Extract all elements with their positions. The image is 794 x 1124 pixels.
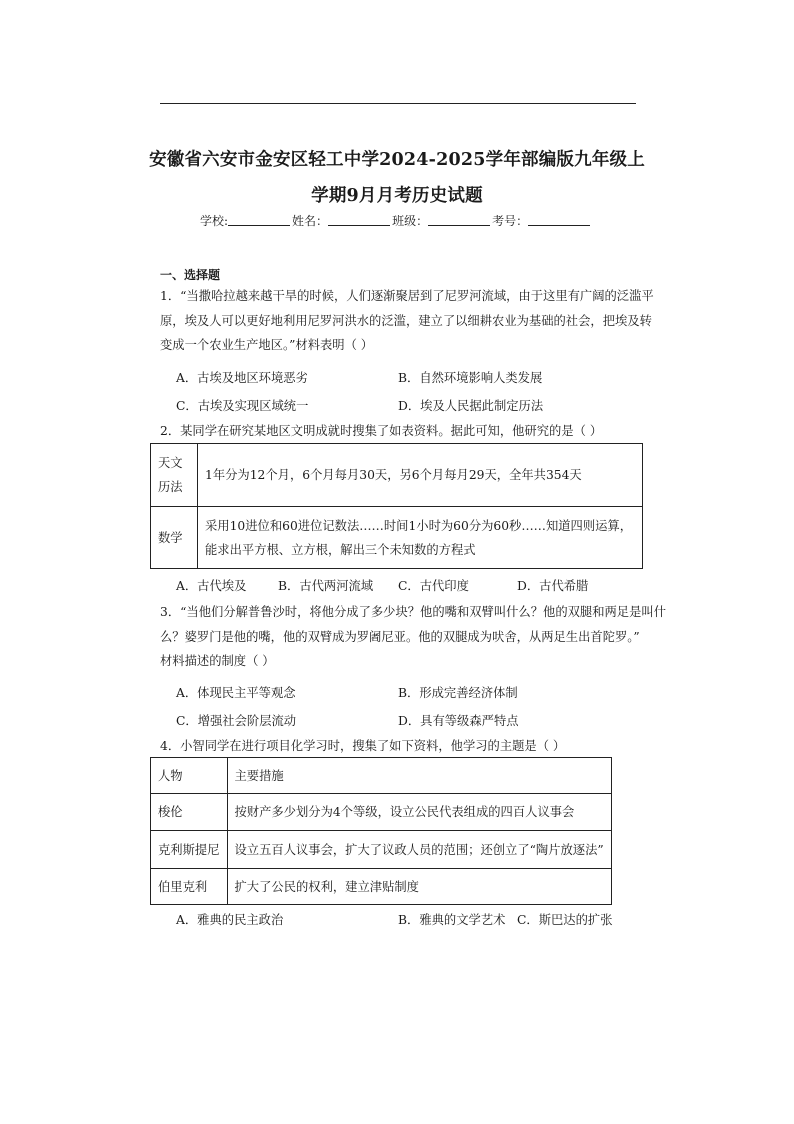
- question-4-option-a[interactable]: A．雅典的民主政治: [176, 913, 284, 927]
- question-2-option-c[interactable]: C．古代印度: [398, 579, 469, 593]
- table-cell-text: [198, 444, 643, 507]
- class-label: 班级：: [392, 214, 429, 228]
- question-3-line: 材料描述的制度（ ）: [160, 654, 275, 668]
- student-info-line: [200, 212, 592, 229]
- class-blank: [428, 214, 490, 226]
- question-1-option-b[interactable]: B．自然环境影响人类发展: [398, 371, 543, 385]
- table-cell-text: 按财产多少划分为4个等级，设立公民代表组成的四百人议事会: [227, 794, 611, 831]
- question-2-option-d[interactable]: D．古代希腊: [517, 579, 589, 593]
- table-cell-line: 1年分为12个月，6个月每月30天，另6个月每月29天，全年共354天: [205, 468, 582, 482]
- table-row: [151, 794, 612, 831]
- question-4-stem: 4．小智同学在进行项目化学习时，搜集了如下资料，他学习的主题是（ ）: [160, 739, 566, 753]
- table-row: [151, 869, 612, 905]
- exam-title-line2: 学期9月月考历史试题: [311, 186, 483, 206]
- table-header-row: [151, 758, 612, 794]
- question-3-option-a[interactable]: A．体现民主平等观念: [176, 686, 296, 700]
- question-3-option-c[interactable]: C．增强社会阶层流动: [176, 714, 297, 728]
- table-cell-line: 采用10进位和60进位记数法……时间1小时为60分为60秒……知道四则运算，: [205, 518, 633, 533]
- question-1-line: 变成一个农业生产地区。”材料表明（ ）: [160, 338, 374, 352]
- section-title: 一、选择题: [160, 268, 221, 282]
- table-row: [151, 444, 643, 507]
- table-cell-label: 天文历法: [151, 444, 198, 507]
- question-3-line: 么？婆罗门是他的嘴，他的双臂成为罗阇尼亚。他的双腿成为吠舍，从两足生出首陀罗。”: [160, 629, 640, 644]
- table-cell-line: 能求出平方根、立方根，解出三个未知数的方程式: [205, 542, 476, 557]
- question-3-option-b[interactable]: B．形成完善经济体制: [398, 686, 518, 700]
- table-cell-text: 设立五百人议事会，扩大了议政人员的范围；还创立了“陶片放逐法”: [227, 831, 611, 869]
- table-cell-text: [198, 507, 643, 569]
- exam-no-label: 考号：: [492, 214, 529, 228]
- exam-no-blank: [528, 214, 590, 226]
- name-blank: [328, 214, 390, 226]
- table-header-cell: 主要措施: [227, 758, 611, 794]
- question-4-option-b[interactable]: B．雅典的文学艺术: [398, 913, 506, 927]
- name-label: 姓名：: [292, 214, 329, 228]
- table-cell-text: 扩大了公民的权利，建立津贴制度: [227, 869, 611, 905]
- question-2-table: [150, 443, 643, 569]
- question-2-option-a[interactable]: A．古代埃及: [176, 579, 247, 593]
- table-header-cell: 人物: [151, 758, 228, 794]
- question-1-option-d[interactable]: D．埃及人民据此制定历法: [398, 399, 544, 413]
- question-3-line: 3．“当他们分解普鲁沙时，将他分成了多少块？他的嘴和双臂叫什么？他的双腿和两足是叫什: [160, 605, 666, 619]
- question-1-stem: [160, 284, 654, 358]
- table-cell-label: 梭伦: [151, 794, 228, 831]
- table-row: [151, 831, 612, 869]
- question-2-option-b[interactable]: B．古代两河流域: [278, 579, 374, 593]
- table-row: [151, 507, 643, 569]
- question-4-option-c[interactable]: C．斯巴达的扩张: [517, 913, 613, 927]
- header-rule: [160, 103, 636, 104]
- table-cell-label: 伯里克利: [151, 869, 228, 905]
- question-1-option-c[interactable]: C．古埃及实现区域统一: [176, 399, 309, 413]
- school-blank: [228, 214, 290, 226]
- table-cell-label: 数学: [151, 507, 198, 569]
- question-3-stem: [160, 600, 666, 674]
- table-cell-label: 克利斯提尼: [151, 831, 228, 869]
- question-1-line: 1．“当撒哈拉越来越干旱的时候，人们逐渐聚居到了尼罗河流域，由于这里有广阔的泛滥平: [160, 289, 654, 303]
- school-label: 学校:: [200, 214, 229, 228]
- question-4-table: [150, 757, 612, 905]
- question-2-stem: 2．某同学在研究某地区文明成就时搜集了如表资料。据此可知，他研究的是（ ）: [160, 424, 603, 438]
- question-1-line: 原，埃及人可以更好地利用尼罗河洪水的泛滥，建立了以细耕农业为基础的社会，把埃及转: [160, 313, 652, 328]
- question-1-option-a[interactable]: A．古埃及地区环境恶劣: [176, 371, 308, 385]
- question-3-option-d[interactable]: D．具有等级森严特点: [398, 714, 519, 728]
- exam-title-line1: 安徽省六安市金安区轻工中学2024-2025学年部编版九年级上: [149, 150, 645, 170]
